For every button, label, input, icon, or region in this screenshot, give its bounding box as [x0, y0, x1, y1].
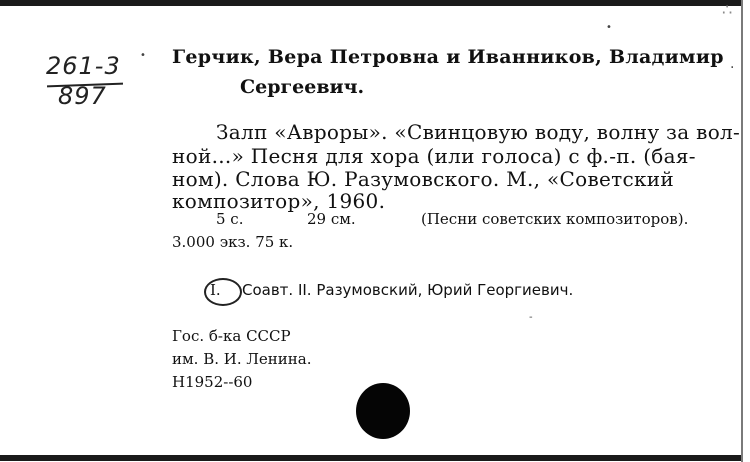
stray-mark: • — [140, 50, 146, 61]
title-line-1: Залп «Авроры». «Свинцовую воду, волну за вол- — [216, 120, 741, 144]
author-heading: Герчик, Вера Петровна и Иванников, Владимир — [172, 46, 724, 68]
author-heading-continued: Сергеевич. — [240, 76, 365, 98]
shelf-mark-line1: 261-3 — [46, 52, 121, 80]
card-right-edge — [741, 0, 743, 462]
print-run-price: 3.000 экз. 75 к. — [172, 233, 294, 251]
shelf-mark-line2: 897 — [58, 82, 107, 110]
added-entry-numeral: I. — [210, 281, 221, 299]
title-line-2: ной...» Песня для хора (или голоса) с ф.-п. (бая- — [172, 144, 696, 168]
library-name-continued: им. В. И. Ленина. — [172, 350, 312, 368]
card-number: Н1952--60 — [172, 373, 253, 391]
stray-mark: • — [606, 22, 612, 33]
corner-smudge: ∴ — [722, 0, 733, 19]
card-size: 29 см. — [307, 210, 356, 228]
series-note: (Песни советских композиторов). — [421, 210, 689, 228]
card-top-border — [0, 0, 742, 6]
title-line-3: ном). Слова Ю. Разумовского. М., «Советский — [172, 167, 675, 191]
library-name: Гос. б-ка СССР — [172, 327, 291, 345]
title-line-4: композитор», 1960. — [172, 189, 386, 213]
card-bottom-border — [0, 455, 742, 461]
pages-count: 5 с. — [216, 210, 244, 228]
added-entry-text: Соавт. II. Разумовский, Юрий Георгиевич. — [242, 281, 574, 299]
stray-mark: · — [730, 60, 735, 76]
punch-hole — [356, 383, 410, 439]
stray-mark: - — [529, 312, 533, 323]
